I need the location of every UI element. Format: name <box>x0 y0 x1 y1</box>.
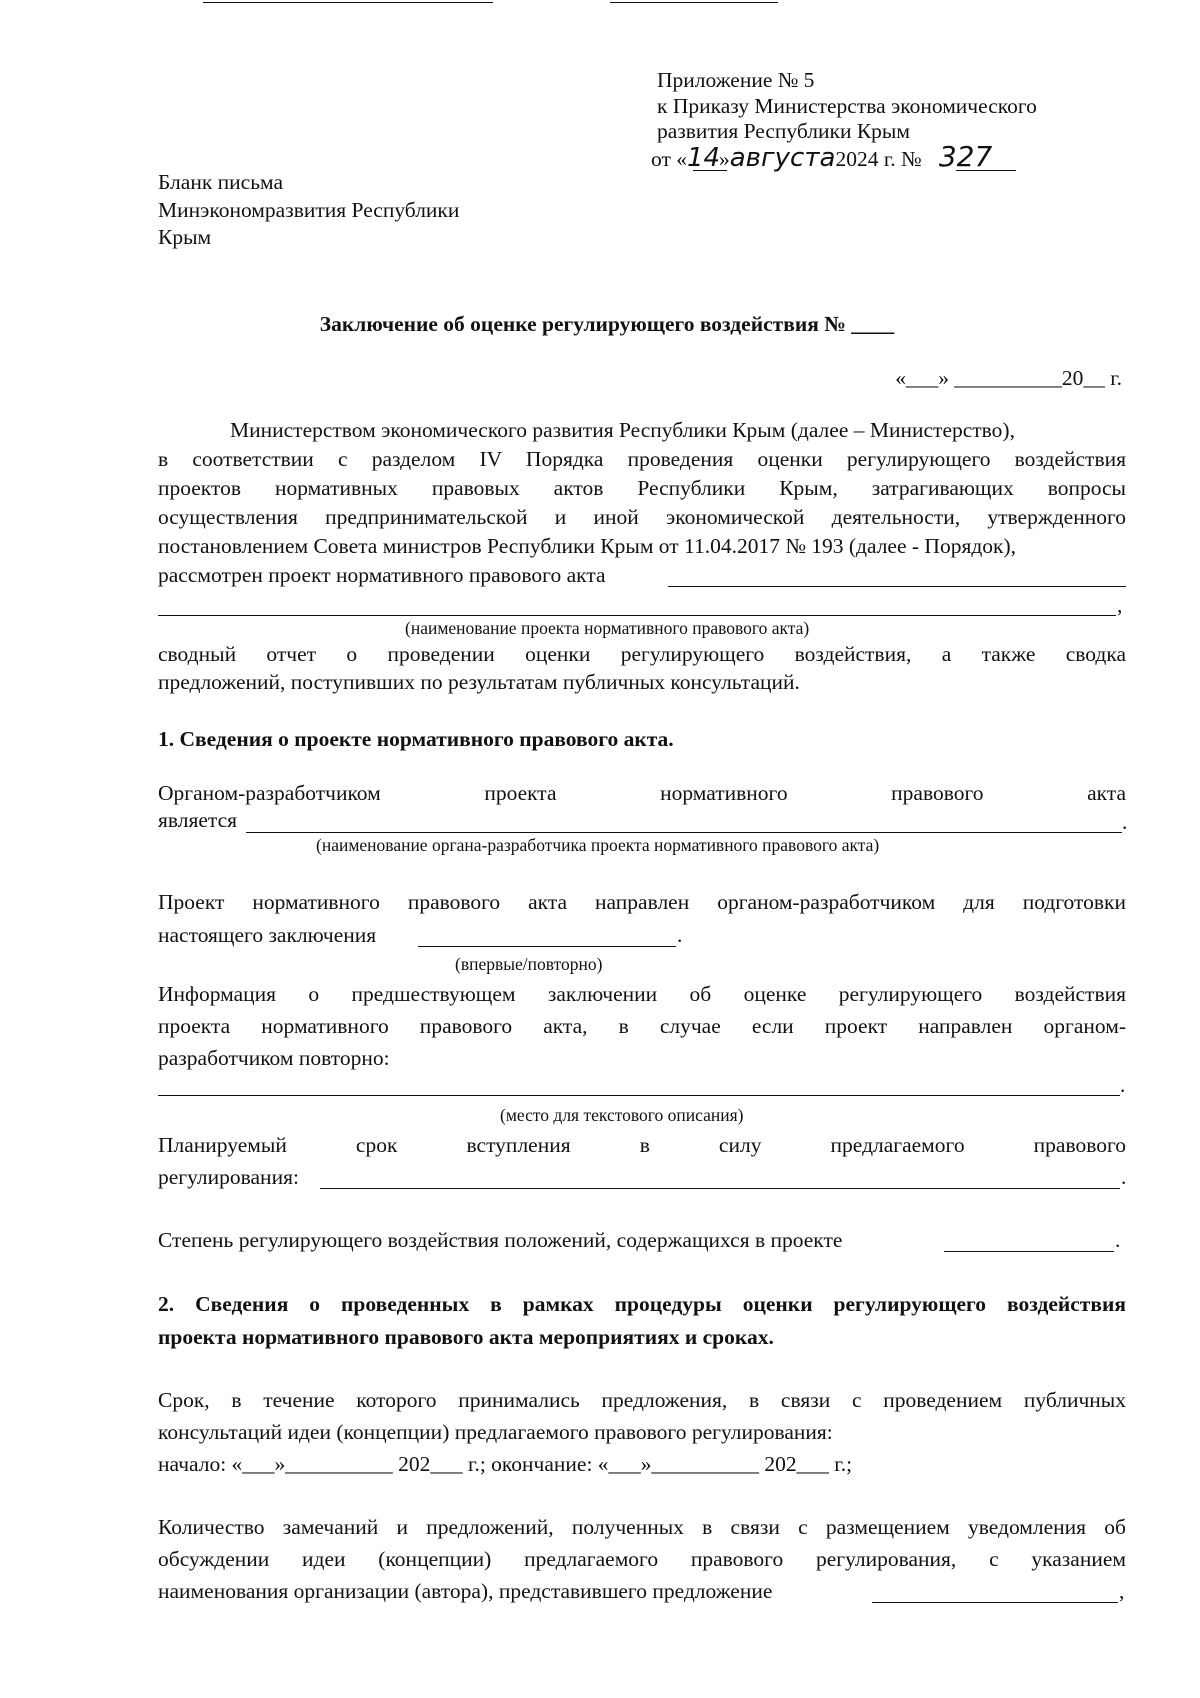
count-line-2: обсуждении идеи (концепции) предлагаемого правового регулирования, с указанием <box>158 1547 1126 1571</box>
developer-line-1: Органом-разработчиком проекта нормативного правового акта <box>158 781 1126 805</box>
info-line-3: разработчиком повторно: <box>158 1046 390 1070</box>
top-rule-right <box>610 2 778 3</box>
annex-date-mid: » <box>719 147 730 171</box>
plan-line-2: регулирования: <box>158 1165 299 1189</box>
top-rule-left <box>203 2 493 3</box>
period-1: . <box>1122 810 1128 834</box>
intro-line-2: в соответствии с разделом IV Порядка проведения оценки регулирующего воздействия <box>158 447 1126 471</box>
blank-line-3: Крым <box>158 225 212 249</box>
developer-line-2: является <box>158 808 238 832</box>
developer-caption: (наименование органа-разработчика проекта нормативного правового акта) <box>316 835 880 855</box>
document-title: Заключение об оценке регулирующего воздействия № ____ <box>319 312 895 336</box>
term-line-2: консультаций идеи (концепции) предлагаемого правового регулирования: <box>158 1420 833 1444</box>
project-name-caption: (наименование проекта нормативного правового акта) <box>405 618 810 638</box>
developer-name-field[interactable] <box>246 832 1122 833</box>
section-2-heading-line-2: проекта нормативного правового акта мероприятиях и сроках. <box>158 1325 774 1349</box>
annex-line-1: Приложение № 5 <box>657 68 815 92</box>
annex-date-prefix: от « <box>651 147 687 171</box>
intro-line-5: постановлением Совета министров Республики Крым от 11.04.2017 № 193 (далее - Порядок), <box>158 534 1017 558</box>
term-line-1: Срок, в течение которого принимались предложения, в связи с проведением публичных <box>158 1388 1126 1412</box>
section-2-heading-line-1: 2. Сведения о проведенных в рамках процедуры оценки регулирующего воздействия <box>158 1292 1126 1316</box>
annex-line-3: развития Республики Крым <box>657 119 910 143</box>
degree-line: Степень регулирующего воздействия положений, содержащихся в проекте <box>158 1228 843 1252</box>
plan-line-1: Планируемый срок вступления в силу предлагаемого правового <box>158 1133 1126 1157</box>
author-field[interactable] <box>872 1602 1118 1603</box>
annex-month-handwritten: августа <box>729 143 836 173</box>
annex-day-underline <box>693 170 727 171</box>
count-line-1: Количество замечаний и предложений, полученных в связи с размещением уведомления об <box>158 1515 1126 1539</box>
period-4: . <box>1121 1165 1127 1189</box>
intro-line-7: сводный отчет о проведении оценки регулирующего воздействия, а также сводка <box>158 642 1126 666</box>
annex-year: 2024 г. № <box>835 147 922 171</box>
annex-number-handwritten: 327 <box>938 140 993 173</box>
annex-line-2: к Приказу Министерства экономического <box>657 94 1037 118</box>
comma-2: , <box>1119 1579 1125 1603</box>
plan-term-field[interactable] <box>320 1188 1120 1189</box>
period-3: . <box>1120 1073 1126 1097</box>
date-line: «___» __________20__ г. <box>895 366 1122 390</box>
intro-line-4: осуществления предпринимательской и иной экономической деятельности, утвержденного <box>158 505 1126 529</box>
info-line-1: Информация о предшествующем заключении об оценке регулирующего воздействия <box>158 982 1126 1006</box>
intro-line-8: предложений, поступивших по результатам публичных консультаций. <box>158 670 800 694</box>
project-name-field-2[interactable] <box>158 615 1116 616</box>
count-line-3: наименования организации (автора), представившего предложение <box>158 1579 773 1603</box>
annex-date-line <box>651 140 993 173</box>
intro-line-6: рассмотрен проект нормативного правового акта <box>158 563 606 587</box>
intro-line-3: проектов нормативных правовых актов Республики Крым, затрагивающих вопросы <box>158 476 1126 500</box>
sent-caption: (впервые/повторно) <box>455 954 603 974</box>
degree-field[interactable] <box>944 1251 1114 1252</box>
annex-number-underline <box>956 170 1016 171</box>
period-2: . <box>677 923 683 947</box>
info-line-2: проекта нормативного правового акта, в случае если проект направлен органом- <box>158 1014 1126 1038</box>
info-description-field[interactable] <box>158 1095 1120 1096</box>
blank-line-1: Бланк письма <box>158 170 284 194</box>
term-line-3: начало: «___»__________ 202___ г.; окончание: «___»__________ 202___ г.; <box>158 1452 853 1476</box>
project-name-field-1[interactable] <box>668 586 1126 587</box>
period-5: . <box>1115 1228 1121 1252</box>
info-caption: (место для текстового описания) <box>500 1105 744 1125</box>
sent-status-field[interactable] <box>418 946 676 947</box>
annex-day-handwritten: 14 <box>687 143 721 173</box>
comma-1: , <box>1117 593 1123 617</box>
intro-line-1: Министерством экономического развития Республики Крым (далее – Министерство), <box>230 418 1015 442</box>
section-1-heading: 1. Сведения о проекте нормативного правового акта. <box>158 727 674 751</box>
blank-line-2: Минэкономразвития Республики <box>158 198 460 222</box>
sent-line-1: Проект нормативного правового акта направлен органом-разработчиком для подготовки <box>158 890 1126 914</box>
sent-line-2: настоящего заключения <box>158 923 377 947</box>
